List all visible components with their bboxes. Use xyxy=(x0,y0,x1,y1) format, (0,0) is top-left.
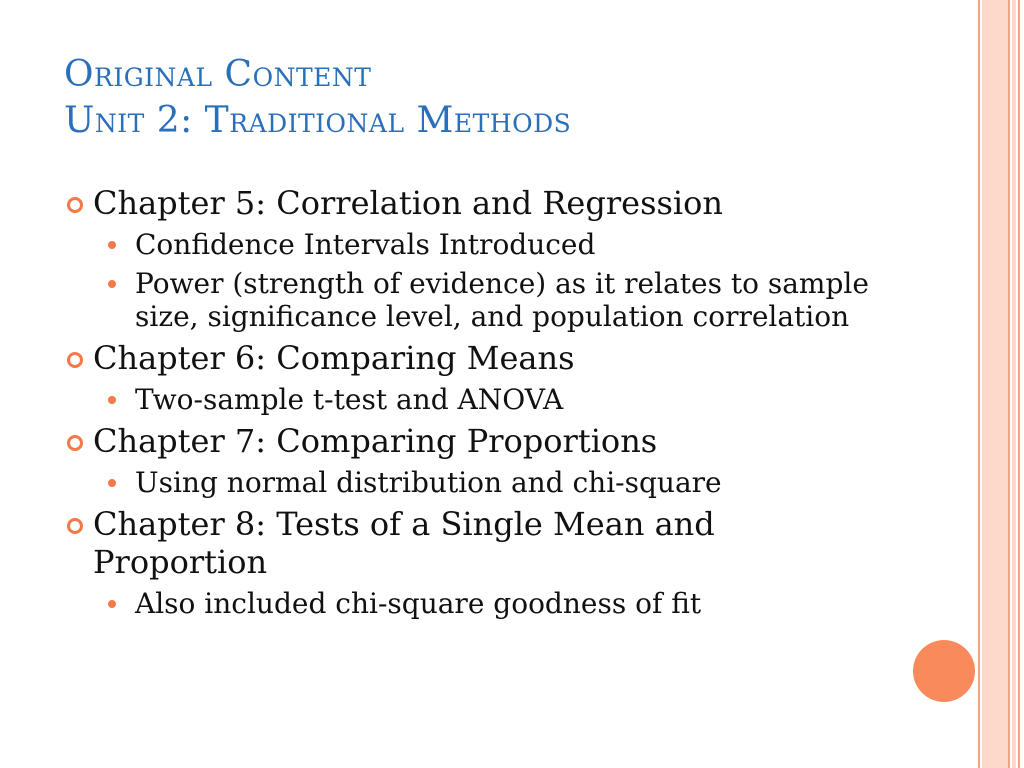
chapter-item xyxy=(64,422,894,460)
ring-bullet-icon xyxy=(67,197,83,213)
chapter-item xyxy=(64,339,894,377)
sub-item xyxy=(64,587,894,620)
sub-item xyxy=(64,267,894,333)
dot-bullet-icon xyxy=(108,479,116,487)
sub-item-text: Power (strength of evidence) as it relates to sample size, significance level, and population correlation xyxy=(135,267,869,333)
sub-item-text: Also included chi-square goodness of fit xyxy=(135,587,702,620)
dot-bullet-icon xyxy=(108,280,116,288)
chapter-heading: Chapter 8: Tests of a Single Mean and Proportion xyxy=(93,505,715,581)
sub-item-text: Confidence Intervals Introduced xyxy=(135,228,596,261)
sub-item-text: Two-sample t-test and ANOVA xyxy=(135,383,564,416)
orange-circle-icon xyxy=(913,640,975,702)
sub-item xyxy=(64,466,894,499)
chapter-heading: Chapter 6: Comparing Means xyxy=(93,339,575,377)
ring-bullet-icon xyxy=(67,435,83,451)
ring-bullet-icon xyxy=(67,352,83,368)
slide-title xyxy=(64,52,924,144)
sub-item xyxy=(64,228,894,261)
dot-bullet-icon xyxy=(108,600,116,608)
chapter-heading: Chapter 7: Comparing Proportions xyxy=(93,422,658,460)
chapter-heading: Chapter 5: Correlation and Regression xyxy=(93,184,724,222)
sub-item xyxy=(64,383,894,416)
border-line xyxy=(1018,0,1020,768)
ring-bullet-icon xyxy=(67,518,83,534)
border-line xyxy=(978,0,980,768)
slide-title-line-1: Original Content xyxy=(64,54,372,95)
bullet-list xyxy=(64,178,894,620)
chapter-item xyxy=(64,505,894,581)
dot-bullet-icon xyxy=(108,396,116,404)
chapter-item xyxy=(64,184,894,222)
slide-title-line-2: Unit 2: Traditional Methods xyxy=(64,100,572,141)
sub-item-text: Using normal distribution and chi-square xyxy=(135,466,722,499)
border-line xyxy=(1008,0,1010,768)
border-stripe-thin xyxy=(1012,0,1016,768)
dot-bullet-icon xyxy=(108,241,116,249)
border-stripe xyxy=(982,0,1008,768)
